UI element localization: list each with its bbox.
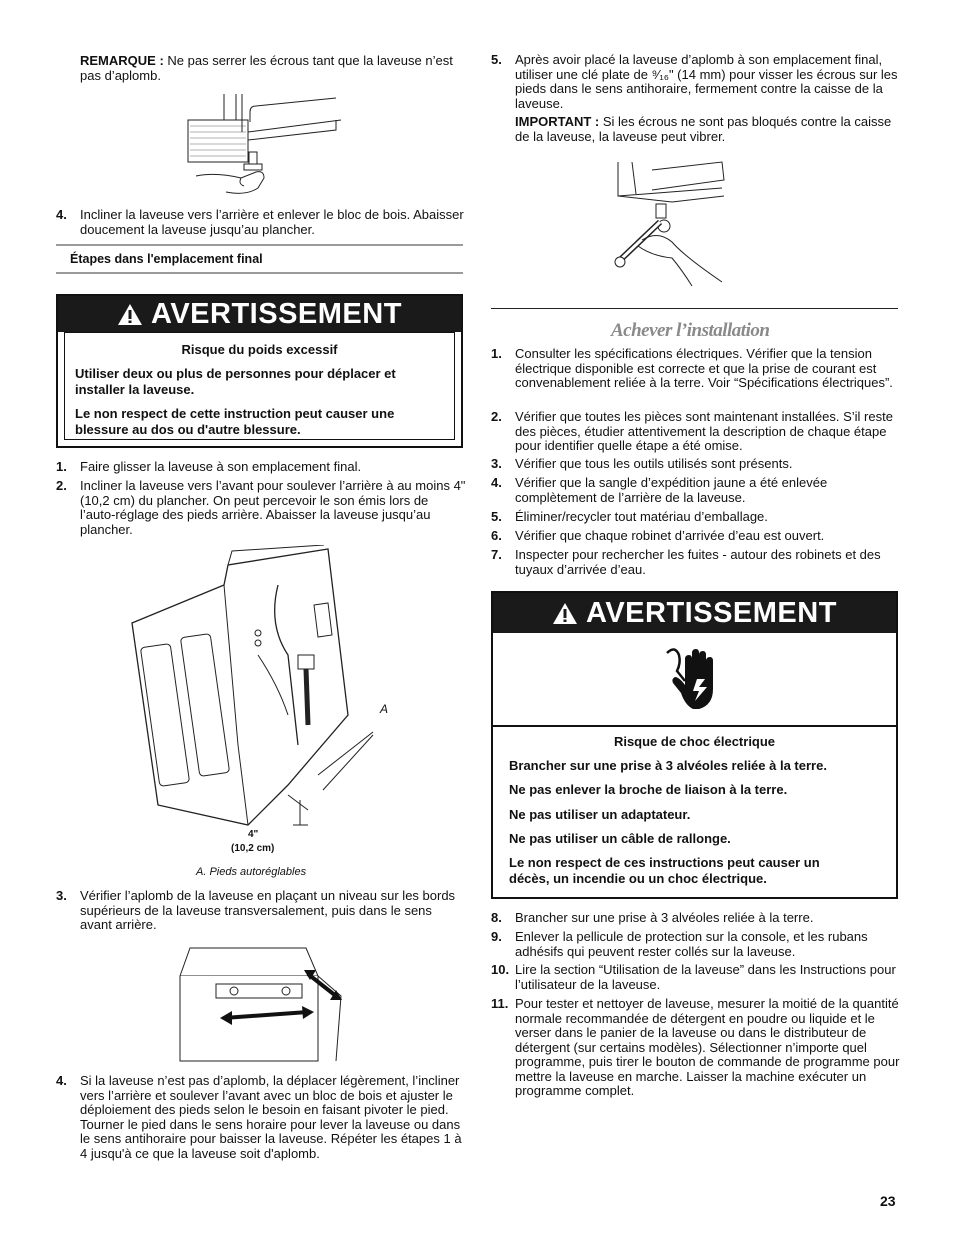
figure-caption: A. Pieds autoréglables <box>196 866 307 878</box>
step-text: Éliminer/recycler tout matériau d’emballage. <box>515 509 768 524</box>
warning-title: AVERTISSEMENT <box>151 297 402 330</box>
heading-divider <box>491 308 898 309</box>
warning-risk: Risque de choc électrique <box>613 734 776 749</box>
step-text: Faire glisser la laveuse à son emplacement final. <box>80 459 362 474</box>
step-number: 4. <box>56 207 67 222</box>
important-note <box>515 115 900 144</box>
warning-paragraph-1: Utiliser deux ou plus de personnes pour déplacer et installer la laveuse. <box>75 366 396 397</box>
step-text: Consulter les spécifications électriques. Vérifier que la tension électrique disponible est correcte et que la prise de courant est convenablement reliée à la terre. Voir “Spécifications électriques”. <box>515 346 893 390</box>
step-text: Lire la section “Utilisation de la laveuse” dans les Instructions pour l’utilisateur de la laveuse. <box>515 962 896 992</box>
warning-electric-shock <box>491 591 898 899</box>
step-text: Si la laveuse n’est pas d’aplomb, la déplacer légèrement, l’incliner vers l’arrière et soulever l’avant avec un bloc de bois et ajuster le déploiement des pieds selon le besoin en faisant pivoter le pied. Tourner le pied dans le sens horaire pour lever la laveuse ou dans le sens antihoraire pour baisser la laveuse. Répéter les étapes 1 à 4 jusqu'à ce que la laveuse soit d'aplomb. <box>80 1073 462 1161</box>
step-text: Inspecter pour rechercher les fuites - autour des robinets et des tuyaux d’arrivée d’eau. <box>515 547 881 577</box>
step-text: Incliner la laveuse vers l’avant pour soulever l’arrière à au moins 4" (10,2 cm) du plancher. On peut percevoir le son émis lors de l’auto-réglage des pieds arrière. Abaisser la laveuse jusqu’au plancher. <box>80 478 466 537</box>
step-text: Vérifier que la sangle d’expédition jaune a été enlevée complètement de l’arrière de la laveuse. <box>515 475 828 505</box>
page-number: 23 <box>880 1193 896 1209</box>
step-number: 5. <box>491 52 502 67</box>
step-number: 1. <box>56 459 67 474</box>
step-number: 5. <box>491 509 502 524</box>
foot-nut-illustration <box>186 92 346 200</box>
warning-line-1: Brancher sur une prise à 3 alvéoles reliée à la terre. <box>509 758 827 773</box>
step-text: Vérifier l’aplomb de la laveuse en plaçant un niveau sur les bords supérieurs de la laveuse transversalement, puis dans le sens avant arrière. <box>80 888 456 932</box>
shock-icon-panel <box>493 633 896 727</box>
warning-triangle-icon <box>117 303 143 326</box>
step-number: 1. <box>491 346 502 361</box>
electric-shock-hand-icon <box>663 645 719 711</box>
step-text: Pour tester et nettoyer de laveuse, mesurer la moitié de la quantité normale recommandée de détergent en poudre ou liquide et le verser dans le panier de la laveuse ou dans le distributeur de détergent (sur certains modèles). Sélectionner n’importe quel programme, puis tirer le bouton de commande de programme pour mettre la laveuse en marche. Laisser la machine exécuter un programme complet. <box>515 996 900 1098</box>
warning-excess-weight <box>56 294 463 448</box>
remarque-note <box>80 53 465 83</box>
step-number: 2. <box>491 409 502 424</box>
step-text: Vérifier que chaque robinet d’arrivée d’eau est ouvert. <box>515 528 825 543</box>
step-text: Après avoir placé la laveuse d’aplomb à son emplacement final, utiliser une clé plate de ⁹⁄₁₆" (14 mm) pour visser les écrous sur les pieds dans le sens antihoraire, fermement contre la caisse de la laveuse. <box>515 52 898 111</box>
step-number: 3. <box>56 888 67 903</box>
warning-header <box>493 593 896 633</box>
step-text: Incliner la laveuse vers l’arrière et enlever le bloc de bois. Abaisser doucement la laveuse jusqu’au plancher. <box>80 207 464 237</box>
step-number: 6. <box>491 528 502 543</box>
warning-paragraph-2: Le non respect de cette instruction peut causer une blessure au dos ou d'autre blessure. <box>75 406 395 437</box>
section-title: Étapes dans l'emplacement final <box>70 252 263 266</box>
step-number: 8. <box>491 910 502 925</box>
wrench-illustration <box>612 160 732 288</box>
step-text: Vérifier que tous les outils utilisés sont présents. <box>515 456 793 471</box>
step-number: 9. <box>491 929 502 944</box>
washer-tilted-illustration <box>128 545 388 830</box>
warning-line-3: Ne pas utiliser un adaptateur. <box>509 807 691 822</box>
section-divider-top <box>56 244 463 246</box>
warning-risk: Risque du poids excessif <box>181 342 338 357</box>
figure-dimension-cm: (10,2 cm) <box>231 843 275 854</box>
warning-header <box>58 296 461 332</box>
important-text: Si les écrous ne sont pas bloqués contre la caisse de la laveuse, la laveuse peut vibrer. <box>515 114 892 144</box>
warning-title: AVERTISSEMENT <box>586 596 837 629</box>
figure-label-a: A <box>380 702 389 716</box>
step-number: 2. <box>56 478 67 493</box>
step-text: Vérifier que toutes les pièces sont maintenant installées. S’il reste des pièces, étudier attentivement la description de chaque étape pour identifier quelle étape a été omise. <box>515 409 893 453</box>
step-number: 4. <box>56 1073 67 1088</box>
step-number: 7. <box>491 547 502 562</box>
step-number: 11. <box>491 996 509 1011</box>
figure-dimension-inches: 4" <box>248 829 259 840</box>
section-heading: Achever l’installation <box>611 320 770 341</box>
step-number: 3. <box>491 456 502 471</box>
step-text: Enlever la pellicule de protection sur la console, et les rubans adhésifs qui peuvent rester collés sur la laveuse. <box>515 929 868 959</box>
step-number: 10. <box>491 962 510 977</box>
step-number: 4. <box>491 475 502 490</box>
warning-triangle-icon <box>552 602 578 625</box>
warning-line-5: Le non respect de ces instructions peut causer un décès, un incendie ou un choc électrique. <box>509 855 820 886</box>
washer-level-illustration <box>176 946 346 1066</box>
remarque-text: Ne pas serrer les écrous tant que la laveuse n’est pas d’aplomb. <box>80 53 453 83</box>
section-divider-bottom <box>56 272 463 274</box>
remarque-label: REMARQUE : <box>80 53 164 68</box>
warning-line-2: Ne pas enlever la broche de liaison à la terre. <box>509 782 788 797</box>
warning-line-4: Ne pas utiliser un câble de rallonge. <box>509 831 731 846</box>
step-text: Brancher sur une prise à 3 alvéoles reliée à la terre. <box>515 910 814 925</box>
important-label: IMPORTANT : <box>515 114 600 129</box>
